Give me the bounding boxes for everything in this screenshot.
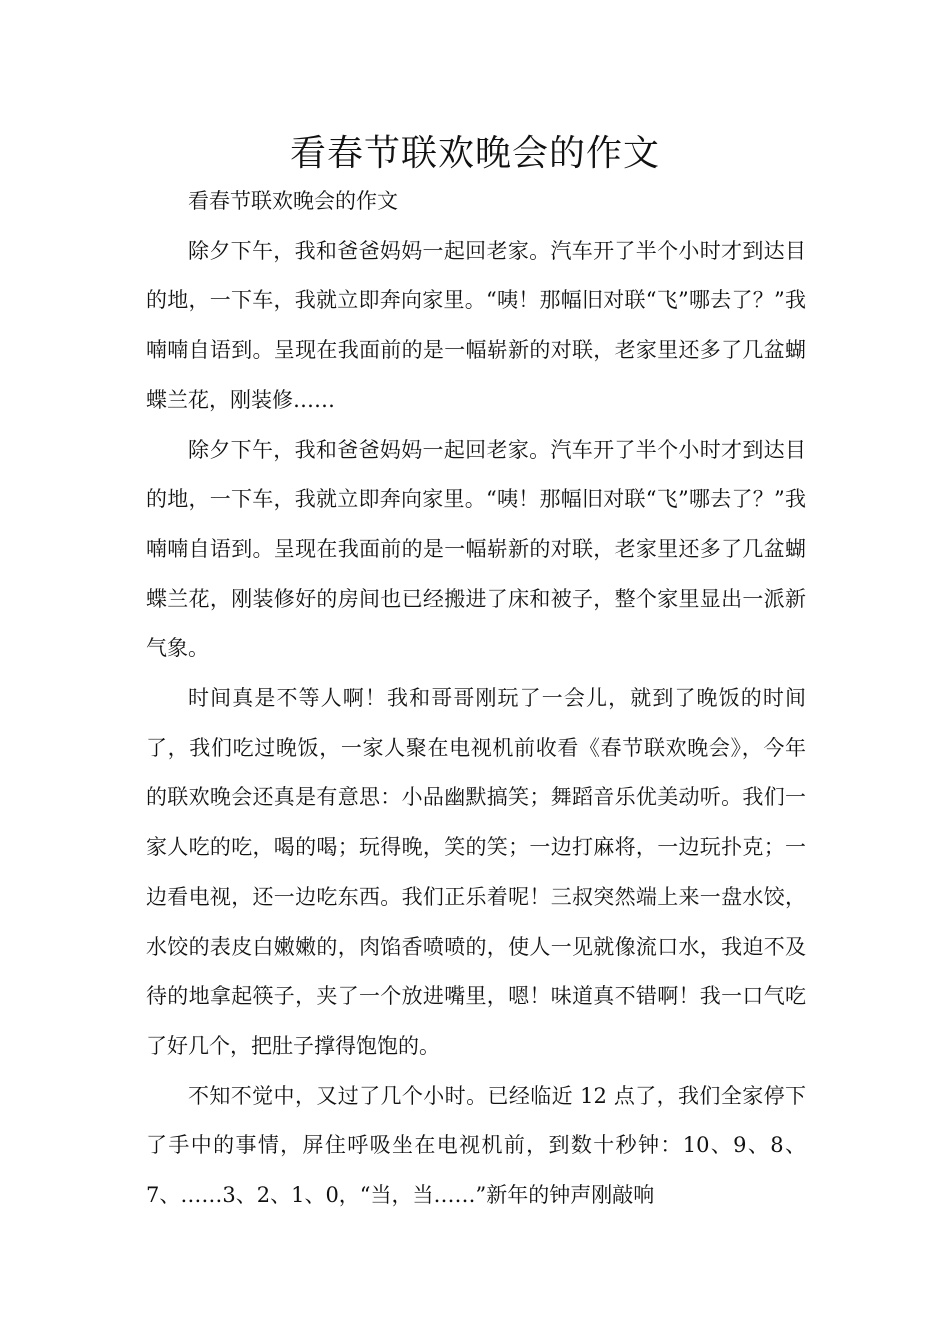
paragraph-subtitle: 看春节联欢晚会的作文: [188, 189, 398, 213]
paragraph-3: 时间真是不等人啊！我和哥哥刚玩了一会儿，就到了晚饭的时间了，我们吃过晚饭，一家人聚在电视机前收看《春节联欢晚会》，今年的联欢晚会还真是有意思：小品幽默搞笑；舞蹈音乐优美动听。我们一家人吃的吃，喝的喝；玩得晚，笑的笑；一边打麻将，一边玩扑克；一边看电视，还一边吃东西。我们正乐着呢！三叔突然端上来一盘水饺，水饺的表皮白嫩嫩的，肉馅香喷喷的，使人一见就像流口水，我迫不及待的地拿起筷子，夹了一个放进嘴里，嗯！味道真不错啊！我一口气吃了好几个，把肚子撑得饱饱的。: [146, 686, 806, 1058]
document-title: 看春节联欢晚会的作文: [289, 133, 660, 174]
paragraph-4: 不知不觉中，又过了几个小时。已经临近 12 点了，我们全家停下了手中的事情，屏住呼吸坐在电视机前，到数十秒钟：10、9、8、7、……3、2、1、0，“当，当……”新年的钟声刚敲响: [146, 1083, 806, 1208]
paragraph-2: 除夕下午，我和爸爸妈妈一起回老家。汽车开了半个小时才到达目的地，一下车，我就立即奔向家里。“咦！那幅旧对联“飞”哪去了？”我喃喃自语到。呈现在我面前的是一幅崭新的对联，老家里还多了几盆蝴蝶兰花，刚装修好的房间也已经搬进了床和被子，整个家里显出一派新气象。: [146, 437, 806, 661]
document-body: [146, 177, 806, 1221]
paragraph-1: 除夕下午，我和爸爸妈妈一起回老家。汽车开了半个小时才到达目的地，一下车，我就立即奔向家里。“咦！那幅旧对联“飞”哪去了？”我喃喃自语到。呈现在我面前的是一幅崭新的对联，老家里还多了几盆蝴蝶兰花，刚装修……: [146, 238, 806, 412]
